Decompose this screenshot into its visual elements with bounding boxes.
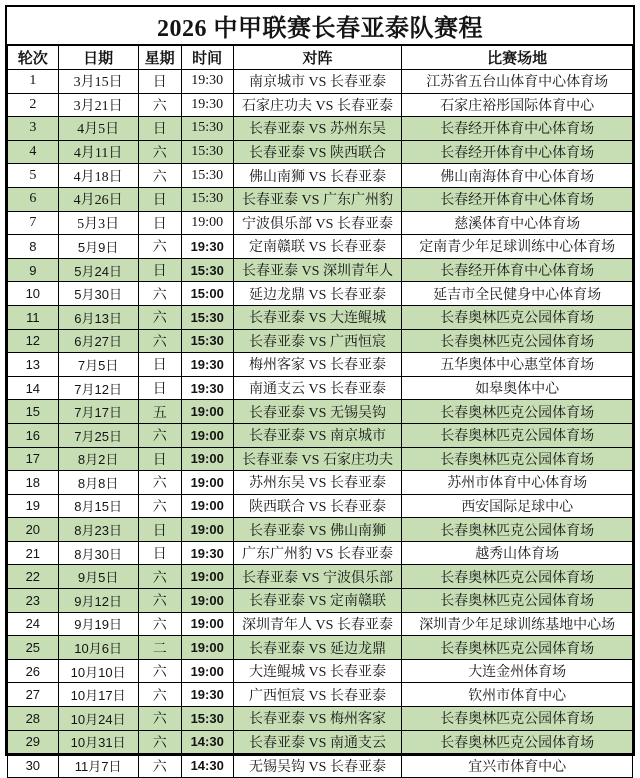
match-cell: 长春亚泰 VS 广西恒宸	[233, 329, 402, 353]
schedule-table-body	[8, 70, 633, 778]
date-cell: 6月13日	[58, 305, 138, 329]
round-cell: 28	[8, 707, 59, 731]
match-cell: 长春亚泰 VS 定南赣联	[233, 589, 402, 613]
table-row-away-match	[8, 93, 633, 117]
time-cell: 19:30	[181, 70, 233, 94]
table-row-away-match	[8, 754, 633, 778]
table-row-away-match	[8, 659, 633, 683]
weekday-cell: 六	[138, 659, 181, 683]
table-row-home-match	[8, 187, 633, 211]
table-row-away-match	[8, 70, 633, 94]
round-cell: 14	[8, 376, 59, 400]
time-cell: 15:30	[181, 707, 233, 731]
match-cell: 长春亚泰 VS 南京城市	[233, 423, 402, 447]
table-row-home-match	[8, 589, 633, 613]
table-row-away-match	[8, 282, 633, 306]
date-cell: 10月24日	[58, 707, 138, 731]
table-row-away-match	[8, 211, 633, 235]
weekday-cell: 日	[138, 541, 181, 565]
header-weekday: 星期	[138, 46, 181, 70]
round-cell: 12	[8, 329, 59, 353]
time-cell: 19:00	[181, 589, 233, 613]
date-cell: 5月30日	[58, 282, 138, 306]
match-cell: 长春亚泰 VS 宁波俱乐部	[233, 565, 402, 589]
date-cell: 8月8日	[58, 471, 138, 495]
time-cell: 15:30	[181, 140, 233, 164]
date-cell: 3月21日	[58, 93, 138, 117]
date-cell: 8月23日	[58, 518, 138, 542]
time-cell: 15:30	[181, 329, 233, 353]
date-cell: 5月3日	[58, 211, 138, 235]
date-cell: 9月5日	[58, 565, 138, 589]
header-round: 轮次	[8, 46, 59, 70]
weekday-cell: 二	[138, 636, 181, 660]
date-cell: 4月11日	[58, 140, 138, 164]
weekday-cell: 六	[138, 494, 181, 518]
date-cell: 11月7日	[58, 754, 138, 778]
venue-cell: 江苏省五台山体育中心体育场	[402, 70, 633, 94]
table-row-home-match	[8, 636, 633, 660]
weekday-cell: 六	[138, 612, 181, 636]
weekday-cell: 六	[138, 471, 181, 495]
time-cell: 19:30	[181, 683, 233, 707]
round-cell: 24	[8, 612, 59, 636]
table-row-away-match	[8, 353, 633, 377]
round-cell: 25	[8, 636, 59, 660]
time-cell: 15:30	[181, 164, 233, 188]
match-cell: 延边龙鼎 VS 长春亚泰	[233, 282, 402, 306]
header-date: 日期	[58, 46, 138, 70]
table-row-home-match	[8, 117, 633, 141]
round-cell: 18	[8, 471, 59, 495]
table-row-away-match	[8, 471, 633, 495]
match-cell: 宁波俱乐部 VS 长春亚泰	[233, 211, 402, 235]
date-cell: 10月6日	[58, 636, 138, 660]
time-cell: 19:00	[181, 565, 233, 589]
weekday-cell: 日	[138, 258, 181, 282]
weekday-cell: 六	[138, 305, 181, 329]
venue-cell: 长春经开体育中心体育场	[402, 187, 633, 211]
table-row-home-match	[8, 707, 633, 731]
date-cell: 8月30日	[58, 541, 138, 565]
table-row-away-match	[8, 612, 633, 636]
header-match: 对阵	[233, 46, 402, 70]
time-cell: 15:30	[181, 187, 233, 211]
match-cell: 长春亚泰 VS 无锡吴钩	[233, 400, 402, 424]
weekday-cell: 五	[138, 400, 181, 424]
match-cell: 大连鲲城 VS 长春亚泰	[233, 659, 402, 683]
time-cell: 15:30	[181, 117, 233, 141]
date-cell: 7月12日	[58, 376, 138, 400]
time-cell: 15:30	[181, 258, 233, 282]
venue-cell: 佛山南海体育中心体育场	[402, 164, 633, 188]
date-cell: 10月31日	[58, 730, 138, 754]
match-cell: 陕西联合 VS 长春亚泰	[233, 494, 402, 518]
venue-cell: 长春奥林匹克公园体育场	[402, 400, 633, 424]
match-cell: 长春亚泰 VS 南通支云	[233, 730, 402, 754]
match-cell: 长春亚泰 VS 深圳青年人	[233, 258, 402, 282]
match-cell: 苏州东吴 VS 长春亚泰	[233, 471, 402, 495]
venue-cell: 长春经开体育中心体育场	[402, 117, 633, 141]
venue-cell: 定南青少年足球训练中心体育场	[402, 235, 633, 259]
weekday-cell: 六	[138, 707, 181, 731]
time-cell: 19:00	[181, 494, 233, 518]
venue-cell: 宜兴市体育中心	[402, 754, 633, 778]
round-cell: 3	[8, 117, 59, 141]
header-time: 时间	[181, 46, 233, 70]
time-cell: 14:30	[181, 730, 233, 754]
round-cell: 22	[8, 565, 59, 589]
round-cell: 30	[8, 754, 59, 778]
match-cell: 佛山南狮 VS 长春亚泰	[233, 164, 402, 188]
table-row-home-match	[8, 447, 633, 471]
date-cell: 7月5日	[58, 353, 138, 377]
round-cell: 4	[8, 140, 59, 164]
table-row-away-match	[8, 376, 633, 400]
venue-cell: 石家庄裕彤国际体育中心	[402, 93, 633, 117]
date-cell: 7月25日	[58, 423, 138, 447]
venue-cell: 长春奥林匹克公园体育场	[402, 518, 633, 542]
date-cell: 5月9日	[58, 235, 138, 259]
match-cell: 长春亚泰 VS 广东广州豹	[233, 187, 402, 211]
round-cell: 11	[8, 305, 59, 329]
round-cell: 27	[8, 683, 59, 707]
header-venue: 比赛场地	[402, 46, 633, 70]
time-cell: 19:30	[181, 541, 233, 565]
weekday-cell: 六	[138, 565, 181, 589]
venue-cell: 长春经开体育中心体育场	[402, 258, 633, 282]
table-row-home-match	[8, 400, 633, 424]
table-row-away-match	[8, 541, 633, 565]
weekday-cell: 六	[138, 423, 181, 447]
round-cell: 10	[8, 282, 59, 306]
weekday-cell: 六	[138, 329, 181, 353]
weekday-cell: 日	[138, 353, 181, 377]
date-cell: 10月10日	[58, 659, 138, 683]
time-cell: 19:00	[181, 423, 233, 447]
time-cell: 19:00	[181, 400, 233, 424]
match-cell: 南通支云 VS 长春亚泰	[233, 376, 402, 400]
weekday-cell: 日	[138, 376, 181, 400]
round-cell: 13	[8, 353, 59, 377]
venue-cell: 长春经开体育中心体育场	[402, 140, 633, 164]
date-cell: 5月24日	[58, 258, 138, 282]
table-row-home-match	[8, 423, 633, 447]
venue-cell: 钦州市体育中心	[402, 683, 633, 707]
time-cell: 19:30	[181, 93, 233, 117]
venue-cell: 长春奥林匹克公园体育场	[402, 589, 633, 613]
match-cell: 定南赣联 VS 长春亚泰	[233, 235, 402, 259]
time-cell: 19:00	[181, 636, 233, 660]
date-cell: 8月2日	[58, 447, 138, 471]
time-cell: 15:30	[181, 305, 233, 329]
weekday-cell: 六	[138, 164, 181, 188]
time-cell: 19:30	[181, 353, 233, 377]
page-title: 2026 中甲联赛长春亚泰队赛程	[7, 7, 633, 45]
match-cell: 长春亚泰 VS 苏州东吴	[233, 117, 402, 141]
round-cell: 5	[8, 164, 59, 188]
header-row	[8, 46, 633, 70]
weekday-cell: 六	[138, 93, 181, 117]
time-cell: 14:30	[181, 754, 233, 778]
table-row-home-match	[8, 730, 633, 754]
match-cell: 长春亚泰 VS 梅州客家	[233, 707, 402, 731]
round-cell: 16	[8, 423, 59, 447]
table-row-home-match	[8, 518, 633, 542]
round-cell: 23	[8, 589, 59, 613]
date-cell: 4月5日	[58, 117, 138, 141]
venue-cell: 五华奥体中心惠堂体育场	[402, 353, 633, 377]
round-cell: 9	[8, 258, 59, 282]
time-cell: 19:00	[181, 211, 233, 235]
venue-cell: 慈溪体育中心体育场	[402, 211, 633, 235]
round-cell: 21	[8, 541, 59, 565]
date-cell: 9月12日	[58, 589, 138, 613]
match-cell: 深圳青年人 VS 长春亚泰	[233, 612, 402, 636]
weekday-cell: 六	[138, 730, 181, 754]
table-row-home-match	[8, 305, 633, 329]
venue-cell: 大连金州体育场	[402, 659, 633, 683]
round-cell: 20	[8, 518, 59, 542]
table-row-away-match	[8, 494, 633, 518]
table-row-home-match	[8, 258, 633, 282]
date-cell: 9月19日	[58, 612, 138, 636]
match-cell: 长春亚泰 VS 佛山南狮	[233, 518, 402, 542]
match-cell: 长春亚泰 VS 石家庄功夫	[233, 447, 402, 471]
round-cell: 7	[8, 211, 59, 235]
match-cell: 梅州客家 VS 长春亚泰	[233, 353, 402, 377]
round-cell: 2	[8, 93, 59, 117]
table-row-home-match	[8, 329, 633, 353]
table-row-away-match	[8, 683, 633, 707]
weekday-cell: 六	[138, 282, 181, 306]
weekday-cell: 六	[138, 683, 181, 707]
venue-cell: 长春奥林匹克公园体育场	[402, 730, 633, 754]
round-cell: 8	[8, 235, 59, 259]
time-cell: 19:30	[181, 376, 233, 400]
venue-cell: 越秀山体育场	[402, 541, 633, 565]
venue-cell: 长春奥林匹克公园体育场	[402, 447, 633, 471]
venue-cell: 深圳青少年足球训练基地中心场	[402, 612, 633, 636]
round-cell: 1	[8, 70, 59, 94]
schedule-table-frame	[5, 5, 635, 775]
round-cell: 19	[8, 494, 59, 518]
venue-cell: 如皋奥体中心	[402, 376, 633, 400]
venue-cell: 长春奥林匹克公园体育场	[402, 329, 633, 353]
weekday-cell: 六	[138, 140, 181, 164]
weekday-cell: 日	[138, 187, 181, 211]
time-cell: 19:00	[181, 612, 233, 636]
table-row-away-match	[8, 164, 633, 188]
weekday-cell: 日	[138, 117, 181, 141]
round-cell: 17	[8, 447, 59, 471]
time-cell: 19:00	[181, 518, 233, 542]
match-cell: 广西恒宸 VS 长春亚泰	[233, 683, 402, 707]
date-cell: 4月26日	[58, 187, 138, 211]
date-cell: 3月15日	[58, 70, 138, 94]
match-cell: 长春亚泰 VS 延边龙鼎	[233, 636, 402, 660]
venue-cell: 长春奥林匹克公园体育场	[402, 423, 633, 447]
venue-cell: 苏州市体育中心体育场	[402, 471, 633, 495]
venue-cell: 长春奥林匹克公园体育场	[402, 707, 633, 731]
date-cell: 4月18日	[58, 164, 138, 188]
time-cell: 19:00	[181, 447, 233, 471]
date-cell: 6月27日	[58, 329, 138, 353]
match-cell: 长春亚泰 VS 陕西联合	[233, 140, 402, 164]
weekday-cell: 六	[138, 754, 181, 778]
venue-cell: 长春奥林匹克公园体育场	[402, 636, 633, 660]
weekday-cell: 六	[138, 235, 181, 259]
time-cell: 15:00	[181, 282, 233, 306]
venue-cell: 西安国际足球中心	[402, 494, 633, 518]
date-cell: 7月17日	[58, 400, 138, 424]
match-cell: 长春亚泰 VS 大连鲲城	[233, 305, 402, 329]
date-cell: 10月17日	[58, 683, 138, 707]
table-row-away-match	[8, 235, 633, 259]
table-row-home-match	[8, 140, 633, 164]
round-cell: 29	[8, 730, 59, 754]
round-cell: 6	[8, 187, 59, 211]
venue-cell: 延吉市全民健身中心体育场	[402, 282, 633, 306]
time-cell: 19:00	[181, 659, 233, 683]
match-cell: 南京城市 VS 长春亚泰	[233, 70, 402, 94]
venue-cell: 长春奥林匹克公园体育场	[402, 305, 633, 329]
time-cell: 19:00	[181, 471, 233, 495]
match-cell: 无锡吴钩 VS 长春亚泰	[233, 754, 402, 778]
round-cell: 26	[8, 659, 59, 683]
round-cell: 15	[8, 400, 59, 424]
time-cell: 19:30	[181, 235, 233, 259]
table-row-home-match	[8, 565, 633, 589]
schedule-table	[7, 45, 633, 778]
weekday-cell: 日	[138, 518, 181, 542]
weekday-cell: 日	[138, 211, 181, 235]
weekday-cell: 六	[138, 589, 181, 613]
weekday-cell: 日	[138, 70, 181, 94]
weekday-cell: 日	[138, 447, 181, 471]
match-cell: 广东广州豹 VS 长春亚泰	[233, 541, 402, 565]
venue-cell: 长春奥林匹克公园体育场	[402, 565, 633, 589]
date-cell: 8月15日	[58, 494, 138, 518]
match-cell: 石家庄功夫 VS 长春亚泰	[233, 93, 402, 117]
